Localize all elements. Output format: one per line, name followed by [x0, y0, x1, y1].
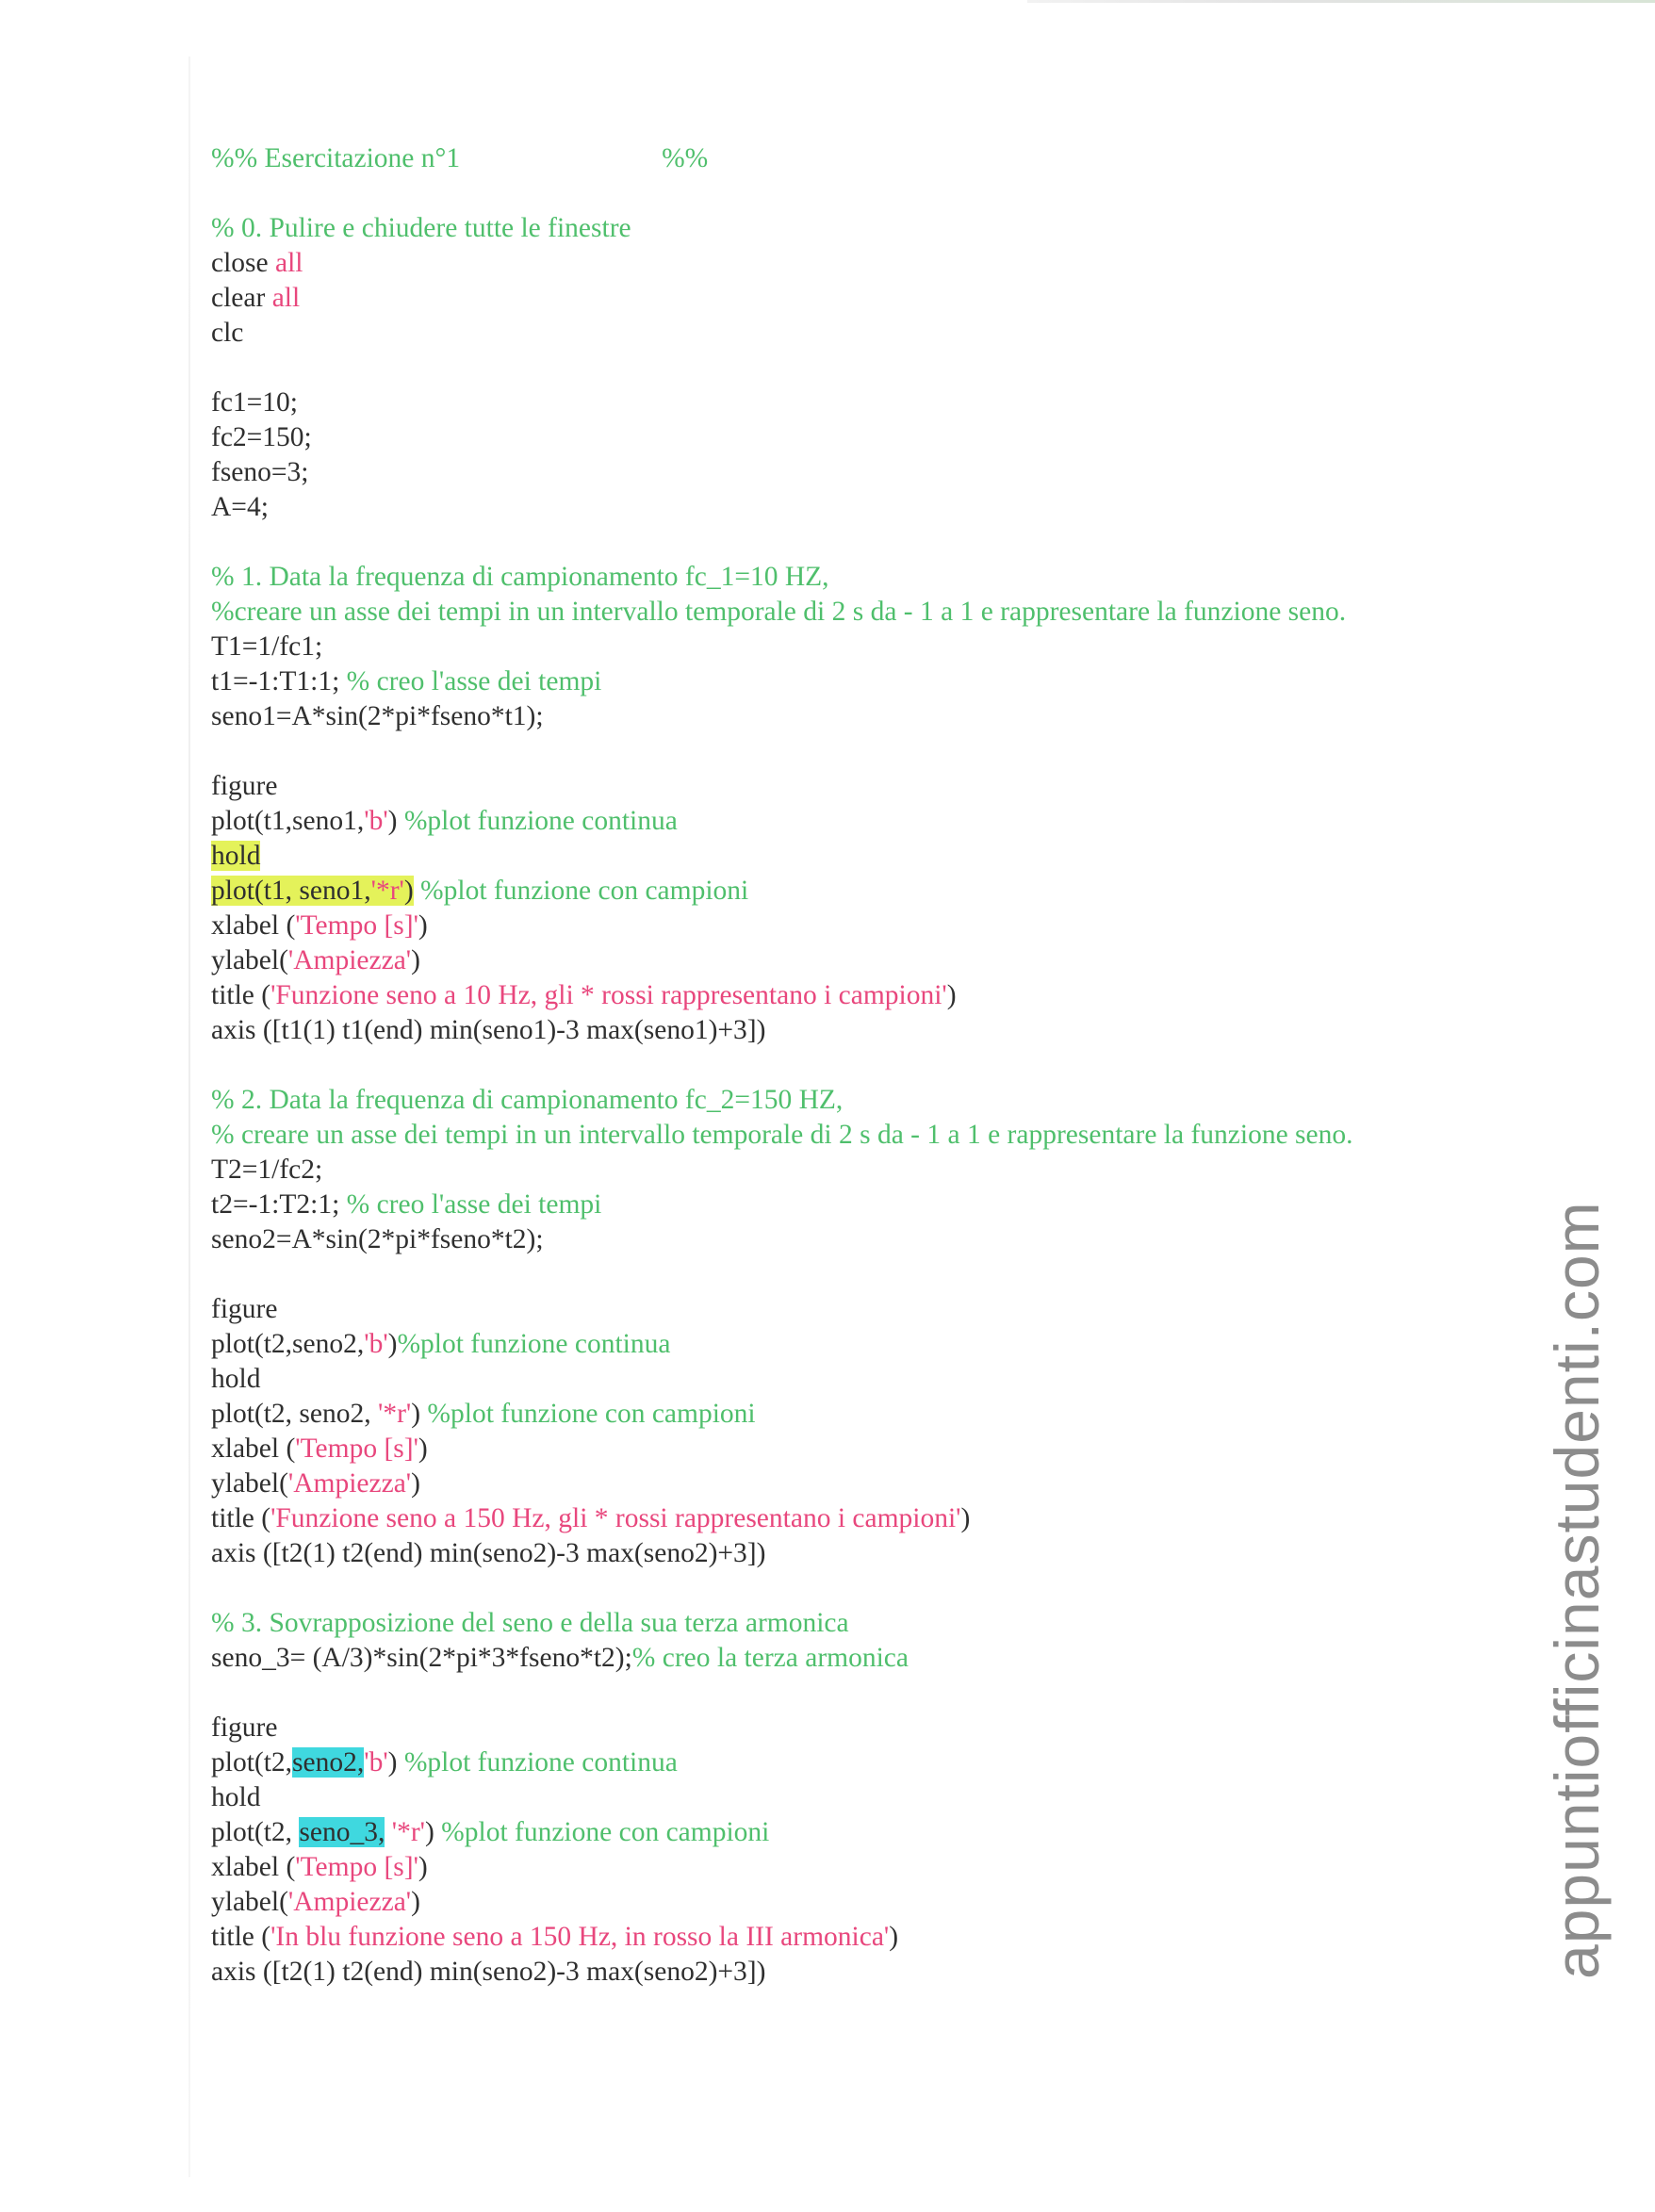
title-call-line: [211, 1920, 1512, 1955]
sec1-comment1: [211, 560, 1512, 595]
ylabel-line: [211, 1466, 1512, 1501]
comment-text: % creare un asse dei tempi in un intervallo temporale di 2 s da - 1 a 1 e rappresentare la funzione seno.: [211, 1120, 1353, 1150]
comment-text: %plot funzione continua: [397, 1329, 671, 1359]
code-text: clc: [211, 318, 244, 348]
code-text: plot(t1, seno1,: [211, 876, 371, 906]
string-literal: 'Ampiezza': [287, 1887, 412, 1917]
axis-line: [211, 1536, 1512, 1571]
comment-text: %plot funzione continua: [403, 806, 678, 836]
code-text: ): [418, 910, 428, 941]
xlabel-line: [211, 1432, 1512, 1466]
title-line: [211, 141, 1512, 176]
sec0-comment: [211, 211, 1512, 246]
code-text: ): [411, 945, 420, 975]
seno2-def-line: [211, 1222, 1512, 1257]
param-line: [211, 455, 1512, 490]
hold-line: [211, 839, 1512, 874]
code-text: seno1=A*sin(2*pi*fseno*t1);: [211, 701, 544, 731]
sec3-comment1: [211, 1606, 1512, 1641]
string-literal: 'Ampiezza': [287, 945, 412, 975]
title-call-line: [211, 1501, 1512, 1536]
figure-line: [211, 1711, 1512, 1745]
code-text: ): [387, 806, 404, 836]
code-text: ): [960, 1503, 971, 1533]
string-literal: 'In blu funzione seno a 150 Hz, in rosso la III armonica': [270, 1922, 890, 1952]
comment-text: % 3. Sovrapposizione del seno e della sua terza armonica: [211, 1608, 849, 1638]
code-text: ): [418, 1852, 428, 1882]
code-text: title (: [211, 980, 271, 1010]
string-literal: 'Funzione seno a 10 Hz, gli * rossi rappresentano i campioni': [270, 980, 947, 1010]
watermark: appuntiofficinastudenti.com: [1542, 1201, 1612, 1979]
xlabel-line: [211, 909, 1512, 943]
code-text: figure: [211, 771, 278, 801]
keyword-arg: all: [275, 248, 303, 278]
hold-line: [211, 1780, 1512, 1815]
comment-text: %creare un asse dei tempi in un intervallo temporale di 2 s da - 1 a 1 e rappresentare la funzione seno.: [211, 597, 1347, 627]
string-literal: 'b': [364, 1747, 388, 1778]
clc-line: [211, 316, 1512, 351]
code-text: ylabel(: [211, 945, 288, 975]
ylabel-line: [211, 943, 1512, 978]
code-text: xlabel (: [211, 1434, 296, 1464]
title-call-line: [211, 978, 1512, 1013]
comment-text: % creo l'asse dei tempi: [346, 1189, 602, 1220]
code-text: t1=-1:T1:1;: [211, 666, 347, 696]
code-text: ): [418, 1434, 428, 1464]
code-text: plot(t2,seno2,: [211, 1329, 365, 1359]
seno3-def-line: [211, 1641, 1512, 1676]
plot-samples-line: [211, 874, 1512, 909]
highlighted-code: hold: [211, 841, 261, 871]
code-text: T2=1/fc2;: [211, 1155, 323, 1185]
plot-samples-line: [211, 1397, 1512, 1432]
code-text: ): [889, 1922, 899, 1952]
code-text: xlabel (: [211, 1852, 296, 1882]
comment-text: % 2. Data la frequenza di campionamento fc_2=150 HZ,: [211, 1085, 844, 1115]
comment-text: % creo la terza armonica: [631, 1643, 909, 1673]
code-text: figure: [211, 1294, 278, 1324]
code-text: ylabel(: [211, 1468, 288, 1499]
t1-axis-line: [211, 664, 1512, 699]
code-text: ): [387, 1329, 398, 1359]
highlighted-code: [211, 876, 414, 906]
matlab-code-listing: [211, 141, 1512, 1990]
t2-def-line: [211, 1153, 1512, 1188]
string-literal: '*r': [370, 876, 404, 906]
code-text: axis ([t1(1) t1(end) min(seno1)-3 max(seno1)+3]): [211, 1015, 766, 1045]
hold-line: [211, 1362, 1512, 1397]
axis-line: [211, 1955, 1512, 1990]
code-text: axis ([t2(1) t2(end) min(seno2)-3 max(seno2)+3]): [211, 1538, 766, 1568]
string-literal: 'Tempo [s]': [295, 1434, 418, 1464]
t1-def-line: [211, 630, 1512, 664]
plot-continuous-line: [211, 1327, 1512, 1362]
sec2-comment2: [211, 1118, 1512, 1153]
code-text: ): [411, 1887, 420, 1917]
seno1-def-line: [211, 699, 1512, 734]
blank-line: [211, 734, 1512, 769]
code-text: ): [424, 1817, 442, 1847]
string-literal: 'Tempo [s]': [295, 910, 418, 941]
comment-text: %plot funzione con campioni: [427, 1399, 756, 1429]
title-comment: %% Esercitazione n°1: [211, 143, 461, 173]
code-text: plot(t2, seno2,: [211, 1399, 378, 1429]
code-text: seno_3= (A/3)*sin(2*pi*3*fseno*t2);: [211, 1643, 632, 1673]
code-text: clear: [211, 283, 272, 313]
code-text: fc1=10;: [211, 387, 299, 418]
blank-line: [211, 525, 1512, 560]
t2-axis-line: [211, 1188, 1512, 1222]
code-text: t2=-1:T2:1;: [211, 1189, 347, 1220]
code-text: title (: [211, 1922, 271, 1952]
comment-text: % 1. Data la frequenza di campionamento fc_1=10 HZ,: [211, 562, 829, 592]
blank-line: [211, 1571, 1512, 1606]
string-literal: 'Ampiezza': [287, 1468, 412, 1499]
code-text: title (: [211, 1503, 271, 1533]
xlabel-line: [211, 1850, 1512, 1885]
sec2-comment1: [211, 1083, 1512, 1118]
code-text: A=4;: [211, 492, 269, 522]
comment-text: %plot funzione con campioni: [413, 876, 749, 906]
axis-line: [211, 1013, 1512, 1048]
code-text: ): [403, 876, 414, 906]
code-text: close: [211, 248, 275, 278]
comment-text: %plot funzione con campioni: [441, 1817, 770, 1847]
blank-line: [211, 351, 1512, 385]
string-literal: '*r': [378, 1399, 412, 1429]
code-text: T1=1/fc1;: [211, 631, 323, 662]
code-text: axis ([t2(1) t2(end) min(seno2)-3 max(seno2)+3]): [211, 1957, 766, 1987]
code-text: plot(t2,: [211, 1817, 300, 1847]
comment-text: % creo l'asse dei tempi: [346, 666, 602, 696]
code-text: ): [411, 1468, 420, 1499]
code-text: hold: [211, 1364, 261, 1394]
code-text: ): [411, 1399, 428, 1429]
plot-continuous-line: [211, 1745, 1512, 1780]
blank-line: [211, 1257, 1512, 1292]
scan-top-line: [1027, 0, 1655, 3]
ylabel-line: [211, 1885, 1512, 1920]
code-text: ): [946, 980, 957, 1010]
blank-line: [211, 1048, 1512, 1083]
code-text: figure: [211, 1712, 278, 1743]
plot-continuous-line: [211, 804, 1512, 839]
code-text: ylabel(: [211, 1887, 288, 1917]
code-text: ): [387, 1747, 404, 1778]
blank-line: [211, 176, 1512, 211]
highlighted-code: seno_3,: [299, 1817, 385, 1847]
code-text: plot(t2,: [211, 1747, 293, 1778]
sec1-comment2: [211, 595, 1512, 630]
keyword-arg: all: [271, 283, 301, 313]
string-literal: 'Funzione seno a 150 Hz, gli * rossi rappresentano i campioni': [270, 1503, 961, 1533]
comment-text: %plot funzione continua: [403, 1747, 678, 1778]
code-text: hold: [211, 1782, 261, 1812]
param-line: [211, 420, 1512, 455]
param-line: [211, 490, 1512, 525]
plot-samples-line: [211, 1815, 1512, 1850]
code-text: xlabel (: [211, 910, 296, 941]
close-all-line: [211, 246, 1512, 281]
figure-line: [211, 1292, 1512, 1327]
string-literal: '*r': [385, 1817, 425, 1847]
comment-text: % 0. Pulire e chiudere tutte le finestre: [211, 213, 631, 243]
code-text: seno2=A*sin(2*pi*fseno*t2);: [211, 1224, 544, 1254]
highlighted-code: seno2,: [292, 1747, 365, 1778]
code-text: fseno=3;: [211, 457, 309, 487]
scan-left-edge: [188, 57, 190, 2177]
figure-line: [211, 769, 1512, 804]
clear-all-line: [211, 281, 1512, 316]
code-text: fc2=150;: [211, 422, 312, 452]
string-literal: 'b': [364, 806, 388, 836]
string-literal: 'b': [364, 1329, 388, 1359]
blank-line: [211, 1676, 1512, 1711]
title-trailing: %%: [662, 143, 709, 173]
code-text: plot(t1,seno1,: [211, 806, 365, 836]
string-literal: 'Tempo [s]': [295, 1852, 418, 1882]
param-line: [211, 385, 1512, 420]
